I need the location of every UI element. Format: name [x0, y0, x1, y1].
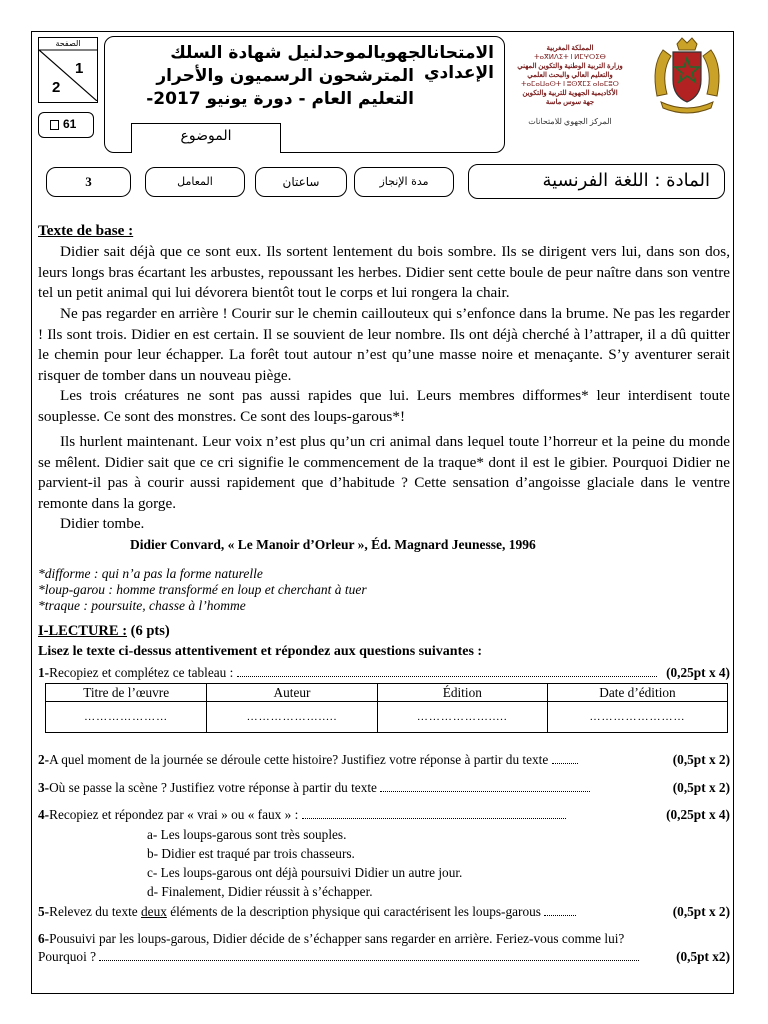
duration-value-box — [255, 167, 347, 197]
answer-line — [302, 808, 566, 819]
coat-of-arms-icon — [647, 36, 727, 118]
code-value: 61 — [63, 117, 77, 131]
ministry-line: ⵜⴰⵎⴰⵡⴰⵙⵜ ⵏ ⵓⵙⴳⵎⵉ ⴰⵏⴰⵎⵓⵔ — [521, 80, 619, 88]
table-blank: ………………… — [46, 702, 207, 733]
ministry-line: جهة سوس ماسة — [545, 98, 595, 106]
ministry-line: المركز الجهوي للامتحانات — [528, 117, 612, 126]
exam-title-line2: المترشحون الرسميون والأحرار — [156, 66, 414, 86]
paragraph: Didier tombe. — [60, 515, 145, 532]
option-b: b- Didier est traqué par trois chasseurs. — [147, 846, 355, 861]
work-table — [45, 683, 728, 733]
subject-tab-label: الموضوع — [180, 128, 232, 144]
option-d: d- Finalement, Didier réussit à s’échapper. — [147, 884, 373, 899]
coefficient-label-box — [145, 167, 245, 197]
ministry-line: ⵜⴰⴳⵍⴷⵉⵜ ⵏ ⵍⵎⵖⵔⵉⴱ — [534, 53, 606, 61]
table-header: Édition — [377, 684, 547, 702]
exam-title-line1: الامتحانالجهويالموحدلنيل شهادة السلك الإعدادي — [170, 43, 494, 83]
ministry-line: والتعليم العالي والبحث العلمي — [527, 71, 613, 79]
question-1: 1-Recopiez et complétez ce tableau : (0,25pt x 4) — [38, 665, 730, 680]
option-a: a- Les loups-garous sont très souples. — [147, 827, 347, 842]
table-blank: ………………..... — [207, 702, 377, 733]
footnote: *loup-garou : homme transformé en loup et cherchant à tuer — [38, 582, 367, 597]
duration-value: ساعتان — [282, 175, 320, 189]
exam-title-line3: التعليم العام - دورة يونيو 2017- — [146, 89, 414, 109]
question-6-line2: Pourquoi ? (0,5pt x2) — [38, 949, 730, 964]
answer-line — [380, 781, 590, 792]
page-label: الصفحة — [55, 39, 81, 48]
checkbox-icon — [50, 120, 59, 130]
answer-line — [544, 905, 576, 916]
paragraph: Ils hurlent maintenant. Leur voix n’est plus qu’un cri animal dans lequel toute l’horreur et la peine du monde se mêlent. Didier sait que ce cri signifie le commencement de la traque* dont il est le gibier. Pourquoi Didier ne parvient-il pas à courir aussi rapidement que d’habitude ? Cette sensation d’angoisse glaciale dans le ventre remonte dans la gorge. — [38, 433, 730, 512]
table-header: Titre de l’œuvre — [46, 684, 207, 702]
footnote: *difforme : qui n’a pas la forme naturelle — [38, 566, 263, 581]
page-diagonal — [39, 49, 97, 101]
instruction: Lisez le texte ci-dessus attentivement et répondez aux questions suivantes : — [38, 644, 483, 659]
paragraph: Ne pas regarder en arrière ! Courir sur le chemin caillouteux qui s’enfonce dans la brume. Ne pas les regarder ! Ils sont trois. Didier en est certain. Il se souvient de leur nombre. Ils ont déjà cherché à l’attraper, il a dû quitter le chemin pour leur échapper. La forêt tout autour n’est qu’une masse noire et menaçante. S’y aventurer serait risquer de tomber dans un nouveau piège. — [38, 305, 730, 384]
duration-label: مدة الإنجاز — [379, 175, 429, 188]
page-number-box — [38, 37, 98, 103]
coefficient-label: المعامل — [177, 175, 213, 188]
ministry-line: وزارة التربية الوطنية والتكوين المهني — [517, 62, 623, 70]
footnote: *traque : poursuite, chasse à l’homme — [38, 598, 246, 613]
table-header: Auteur — [207, 684, 377, 702]
page-current: 1 — [75, 60, 84, 77]
question-3: 3-Où se passe la scène ? Justifiez votre réponse à partir du texte (0,5pt x 2) — [38, 780, 730, 795]
question-6: 6-Pousuivi par les loups-garous, Didier décide de s’échapper sans regarder en arrière. Feriez-vous comme lui? — [38, 931, 625, 946]
ministry-logo — [510, 44, 630, 126]
coefficient-value: 3 — [85, 174, 92, 189]
paragraph: Didier sait déjà que ce sont eux. Ils sortent lentement du bois sombre. Ils se dirigent vers lui, dans son dos, leurs longs bras écartant les arbustes, repoussant les herbes. Didier sent cette boule de peur naître dans son ventre tel un petit animal qui lui dévorera bientôt tout le corps et lui rongera la chair. — [38, 243, 730, 301]
option-c: c- Les loups-garous ont déjà poursuivi Didier un autre jour. — [147, 865, 463, 880]
section-title: I-LECTURE : (6 pts) — [38, 623, 170, 639]
question-5: 5-Relevez du texte deux éléments de la description physique qui caractérisent les loups-garous (0,5pt x 2) — [38, 904, 730, 919]
table-blank: …………………… — [547, 702, 727, 733]
text-source: Didier Convard, « Le Manoir d’Orleur », Éd. Magnard Jeunesse, 1996 — [130, 537, 536, 552]
answer-line — [237, 666, 657, 677]
paragraph: Les trois créatures ne sont pas aussi rapides que lui. Leurs membres difformes* leur interdisent toute souplesse. Ce sont des monstres. Ce sont des loups-garous*! — [38, 387, 730, 425]
table-blank: ………………..... — [377, 702, 547, 733]
code-box — [38, 112, 94, 138]
answer-line — [99, 950, 639, 961]
page-total: 2 — [52, 79, 61, 96]
duration-label-box — [354, 167, 454, 197]
table-header: Date d’édition — [547, 684, 727, 702]
subject-box — [468, 164, 725, 199]
text-heading: Texte de base : — [38, 222, 134, 239]
subject-label: المادة : اللغة الفرنسية — [542, 170, 710, 191]
ministry-line: المملكة المغربية — [546, 44, 594, 52]
subject-tab — [131, 123, 281, 153]
question-2: 2-A quel moment de la journée se déroule cette histoire? Justifiez votre réponse à partir du texte (0,5pt x 2) — [38, 752, 730, 767]
question-4: 4-Recopiez et répondez par « vrai » ou « faux » : (0,25pt x 4) — [38, 807, 730, 822]
answer-line — [552, 753, 578, 764]
ministry-line: الأكاديمية الجهوية للتربية والتكوين — [522, 89, 618, 97]
coefficient-value-box — [46, 167, 131, 197]
